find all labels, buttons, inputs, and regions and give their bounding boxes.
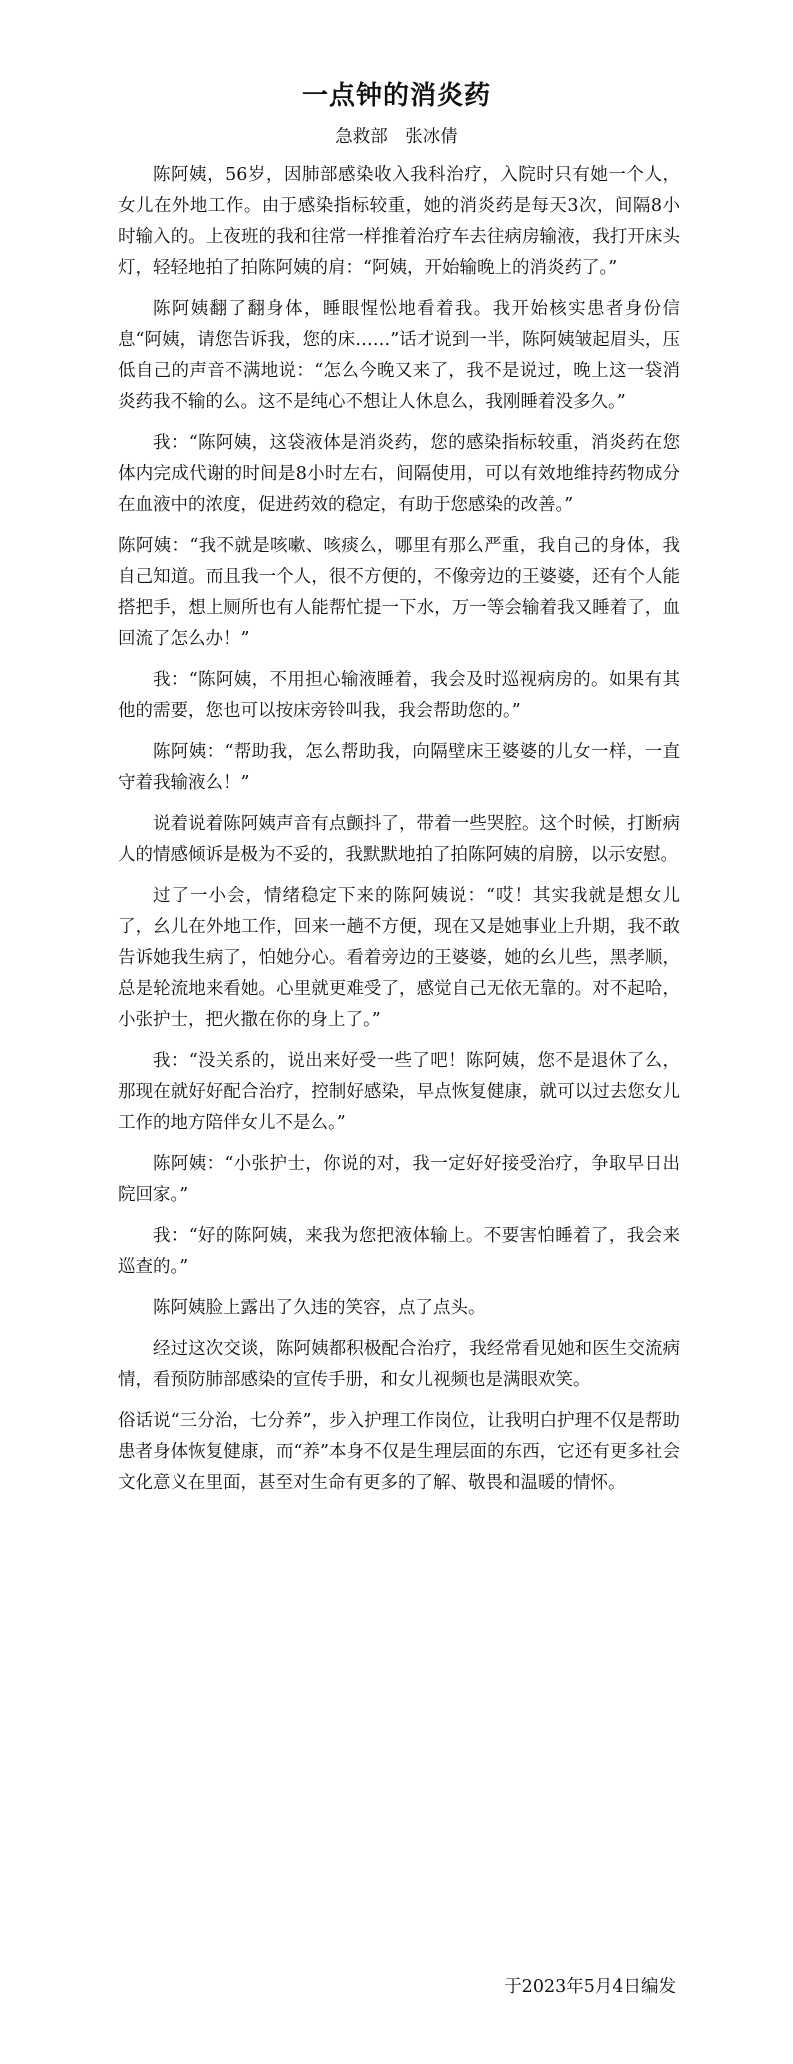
article-title: 一点钟的消炎药 [301,81,491,111]
paragraph: 过了一小会，情绪稳定下来的陈阿姨说：“哎！其实我就是想女儿了，幺儿在外地工作，回来一趟不方便，现在又是她事业上升期，我不敢告诉她我生病了，怕她分心。看着旁边的王婆婆，她的幺儿些，黑孝顺，总是轮流地来看她。心里就更难受了，感觉自己无依无靠的。对不起哈，小张护士，把火撒在你的身上了。” [118,886,680,1030]
paragraph: 经过这次交谈，陈阿姨都积极配合治疗，我经常看见她和医生交流病情，看预防肺部感染的宣传手册，和女儿视频也是满眼欢笑。 [118,1339,680,1390]
paragraph: 我：“陈阿姨，这袋液体是消炎药，您的感染指标较重，消炎药在您体内完成代谢的时间是8小时左右，间隔使用，可以有效地维持药物成分在血液中的浓度，促进药效的稳定，有助于您感染的改善。” [118,433,680,515]
paragraph: 陈阿姨脸上露出了久违的笑容，点了点头。 [153,1298,486,1318]
paragraph: 陈阿姨，56岁，因肺部感染收入我科治疗，入院时只有她一个人，女儿在外地工作。由于感染指标较重，她的消炎药是每天3次，间隔8小时输入的。上夜班的我和往常一样推着治疗车去往病房输液，我打开床头灯，轻轻地拍了拍陈阿姨的肩：“阿姨，开始输晚上的消炎药了。” [118,165,680,278]
paragraph: 说着说着陈阿姨声音有点颤抖了，带着一些哭腔。这个时候，打断病人的情感倾诉是极为不妥的，我默默地拍了拍陈阿姨的肩膀，以示安慰。 [118,814,680,865]
paragraph: 我：“陈阿姨，不用担心输液睡着，我会及时巡视病房的。如果有其他的需要，您也可以按床旁铃叫我，我会帮助您的。” [118,670,680,721]
paragraph: 我：“好的陈阿姨，来我为您把液体输上。不要害怕睡着了，我会来巡查的。” [118,1226,680,1277]
paragraph: 我：“没关系的，说出来好受一些了吧！陈阿姨，您不是退休了么，那现在就好好配合治疗，控制好感染，早点恢复健康，就可以过去您女儿工作的地方陪伴女儿不是么。” [118,1051,680,1133]
article-body [118,160,680,1509]
paragraph: 陈阿姨：“帮助我，怎么帮助我，向隔壁床王婆婆的儿女一样，一直守着我输液么！” [118,742,680,793]
paragraph: 陈阿姨翻了翻身体，睡眼惺忪地看着我。我开始核实患者身份信息“阿姨，请您告诉我，您的床……”话才说到一半，陈阿姨皱起眉头，压低自己的声音不满地说：“怎么今晚又来了，我不是说过，晚上这一袋消炎药我不输的么。这不是纯心不想让人休息么，我刚睡着没多久。” [118,299,680,412]
paragraph: 陈阿姨：“小张护士，你说的对，我一定好好接受治疗，争取早日出院回家。” [118,1154,680,1205]
paragraph: 陈阿姨：“我不就是咳嗽、咳痰么，哪里有那么严重，我自己的身体，我自己知道。而且我一个人，很不方便的，不像旁边的王婆婆，还有个人能搭把手，想上厕所也有人能帮忙提一下水，万一等会输着我又睡着了，血回流了怎么办！” [118,536,680,649]
publish-date-note: 于2023年5月4日编发 [504,1977,676,1997]
paragraph: 俗话说“三分治，七分养”，步入护理工作岗位，让我明白护理不仅是帮助患者身体恢复健康，而“养”本身不仅是生理层面的东西，它还有更多社会文化意义在里面，甚至对生命有更多的了解、敬畏和温暖的情怀。 [118,1411,680,1493]
article-byline: 急救部 张冰倩 [335,127,458,147]
